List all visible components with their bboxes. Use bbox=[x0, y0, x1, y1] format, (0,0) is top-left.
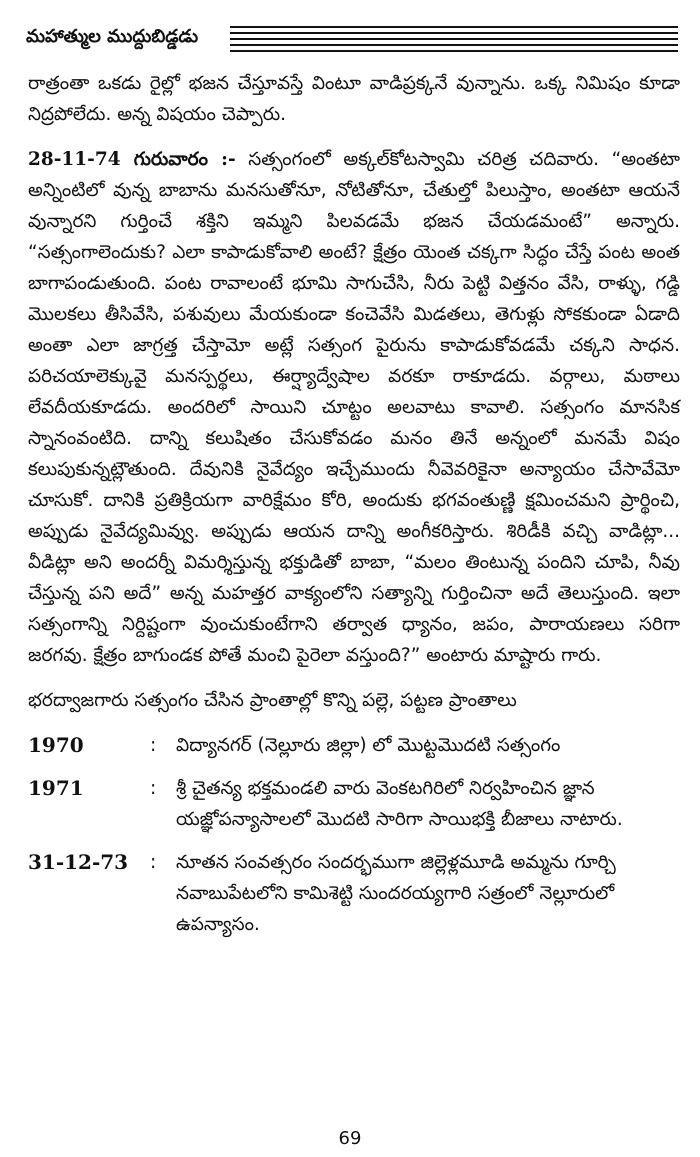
entry-colon: : bbox=[150, 778, 157, 799]
entry-year: 31-12-73 bbox=[28, 850, 129, 874]
page-number: 69 bbox=[338, 1128, 362, 1149]
header-rule bbox=[230, 38, 678, 40]
entry-text: విద్యానగర్ (నెల్లూరు జిల్లా) లో మొట్టమొదటి సత్సంగం bbox=[176, 735, 561, 756]
page-header bbox=[20, 20, 680, 60]
entry-colon: : bbox=[150, 735, 157, 756]
paragraph-2-text: సత్సంగంలో అక్కల్‌కోటస్వామి చరిత్ర చదివారు. “అంతటా అన్నింటిలో వున్న బాబాను మనసుతోనూ, నోటితోనూ, చేతుల్తో పిలుస్తాం, అంతటా ఆయనే వున్నారని గుర్తించే శక్తిని ఇమ్మని పిలవడమే భజన చేయడమంటే” అన్నారు. “సత్సంగాలెందుకు? ఎలా కాపాడుకోవాలి అంటే? క్షేత్రం యెంత చక్కగా సిద్ధం చేస్తే పంట అంత బాగాపండుతుంది. పంట రావాలంటే భూమి సాగుచేసి, నీరు పెట్టి విత్తనం వేసి, రాళ్ళు, గడ్డి మొలకలు తీసివేసి, పశువులు మేయకుండా కంచెవేసి మిడతలు, తెగుళ్లు సోకకుండా ఏడాది అంతా ఎలా జాగ్రత్త చేస్తామో అట్లే సత్సంగ పైరును కాపాడుకోవడమే చక్కని సాధన. పరిచయాలెక్కువై మనస్పర్థలు, ఈర్ష్యాద్వేషాల వరకూ రాకూడదు. వర్గాలు, మఠాలు లేవదీయకూడదు. అందరిలో సాయిని చూట్టం అలవాటు కావాలి. సత్సంగం మానసిక స్నానంవంటిది. దాన్ని కలుషితం చేసుకోవడం మనం తినే అన్నంలో మనమే విషం కలుపుకున్నట్లౌతుంది. దేవునికి నైవేద్యం ఇచ్చేముందు నీవెవరికైనా అన్యాయం చేసావేమో చూసుకో. దానికి ప్రతిక్రియగా వారిక్షేమం కోరి, అందుకు భగవంతుణ్ణి క్షమించమని ప్రార్థించి, అప్పుడు నైవేద్యమివ్వు. అప్పుడు ఆయన దాన్ని అంగీకరిస్తారు. శిరిడీకి వచ్చి వాడిట్లా... వీడిట్లా అని అందర్నీ విమర్శిస్తున్న భక్తుడితో బాబా, “మలం తింటున్న పందిని చూపి, నీవు చేస్తున్న పని అదే” అన్న మహత్తర వాక్యంలోని సత్యాన్ని గుర్తించినా అదే తెలుస్తుంది. ఇలా సత్సంగాన్ని నిర్దిష్టంగా వుంచుకుంటేగాని తర్వాత ధ్యానం, జపం, పారాయణలు సరిగా జరగవు. క్షేత్రం బాగుండక పోతే మంచి పైరెలా వస్తుంది?” అంటారు మాష్టారు గారు. bbox=[28, 149, 680, 666]
date-heading: 28-11-74 గురువారం :- bbox=[28, 149, 236, 170]
header-rules bbox=[230, 26, 678, 56]
paragraph-2 bbox=[28, 144, 680, 671]
entry-colon: : bbox=[150, 852, 157, 873]
paragraph-1: రాత్రంతా ఒకడు రైల్లో భజన చేస్తూవస్తే వింటూ వాడిప్రక్కనే వున్నాను. ఒక్క నిమిషం కూడా నిద్రపోలేదు. అన్న విషయం చెప్పారు. bbox=[28, 73, 680, 125]
entry-year: 1970 bbox=[28, 733, 84, 757]
entry-text: నూతన సంవత్సరం సందర్భముగా జిల్లెళ్లమూడి అమ్మను గూర్చి నవాబుపేటలోని కామిశెట్టి సుందరయ్యగారి సత్రంలో నెల్లూరులో ఉపన్యాసం. bbox=[176, 852, 616, 935]
header-rule bbox=[230, 50, 678, 52]
list-item bbox=[28, 773, 680, 835]
entry-text: శ్రీ చైతన్య భక్తమండలి వారు వెంకటగిరిలో నిర్వహించిన జ్ఞాన యజ్ఞోపన్యాసాలలో మొదటి సారిగా సాయిభక్తి బీజాలు నాటారు. bbox=[176, 778, 623, 830]
satsang-list bbox=[28, 730, 680, 940]
list-item bbox=[28, 730, 680, 761]
list-item bbox=[28, 847, 680, 940]
paragraph-3: భరద్వాజగారు సత్సంగం చేసిన ప్రాంతాల్లో కొన్ని పల్లె, పట్టణ ప్రాంతాలు bbox=[28, 690, 517, 711]
body-text bbox=[28, 68, 680, 952]
entry-year: 1971 bbox=[28, 776, 84, 800]
header-rule bbox=[230, 26, 678, 28]
header-rule bbox=[230, 32, 678, 34]
header-rule bbox=[230, 44, 678, 46]
running-title: మహాత్ముల ముద్దుబిడ్డడు bbox=[26, 26, 199, 47]
